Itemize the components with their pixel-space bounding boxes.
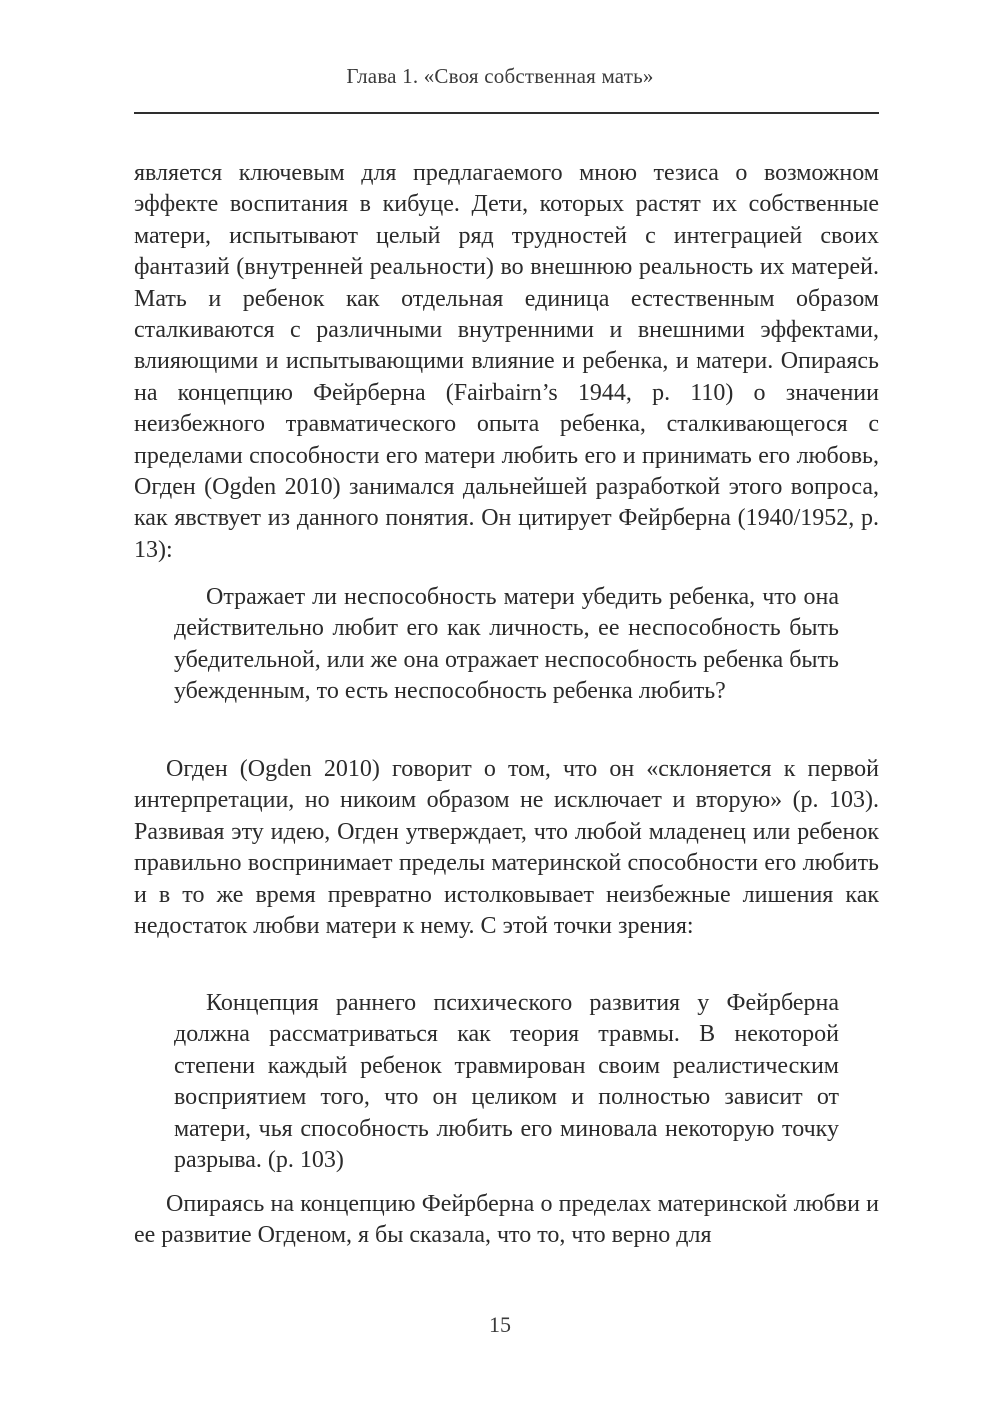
block-quote-2 [174, 988, 839, 1176]
paragraph-text: является ключевым для предлагаемого мною тезиса о возможном эффекте воспитания в кибуце. Дети, которых растят их собственные матери, испытывают целый ряд трудностей с интеграцией своих фантазий (внутренней реальности) во внешнюю реальность их матерей. Мать и ребенок как отдельная единица естественным образом сталкиваются с различными внутренними и внешними эффектами, влияющими и испытывающими влияние и ребенка, и матери. Опираясь на концепцию Фейрберна (Fairbairn’s 1944, p. 110) о значении неизбежного травматического опыта ребенка, сталкивающегося с пределами способности его матери любить его и принимать его любовь, Огден (Ogden 2010) занимался дальнейшей разработкой этого вопроса, как явствует из данного понятия. Он цитирует Фейрберна (1940/1952, p. 13): [134, 160, 879, 563]
paragraph-text: Огден (Ogden 2010) говорит о том, что он «склоняется к первой интерпретации, но никоим образом не исключает и вторую» (p. 103). Развивая эту идею, Огден утверждает, что любой младенец или ребенок правильно воспринимает пределы материнской способности его любить и в то же время превратно истолковывает неизбежные лишения как недостаток любви матери к нему. С этой точки зрения: [134, 756, 879, 940]
body-paragraph-1 [134, 158, 879, 566]
body-paragraph-2 [134, 754, 879, 942]
quote-text: Отражает ли неспособность матери убедить ребенка, что она действительно любит его как личность, ее неспособность быть убедительной, или же она отражает неспособность ребенка быть убежденным, то есть неспособность ребенка любить? [174, 584, 839, 705]
header-rule [134, 112, 879, 114]
quote-text: Концепция раннего психического развития у Фейрберна должна рассматриваться как теория травмы. В некоторой степени каждый ребенок травмирован своим реалистическим восприятием того, что он целиком и полностью зависит от матери, чья способность любить его миновала некоторую точку разрыва. (p. 103) [174, 990, 839, 1174]
paragraph-text: Опираясь на концепцию Фейрберна о пределах материнской любви и ее развитие Огденом, я бы сказала, что то, что верно для [134, 1191, 879, 1249]
running-head-title: Глава 1. «Своя собственная мать» [346, 64, 654, 88]
body-paragraph-3 [134, 1189, 879, 1252]
page-number: 15 [489, 1312, 511, 1337]
block-quote-1 [174, 582, 839, 708]
